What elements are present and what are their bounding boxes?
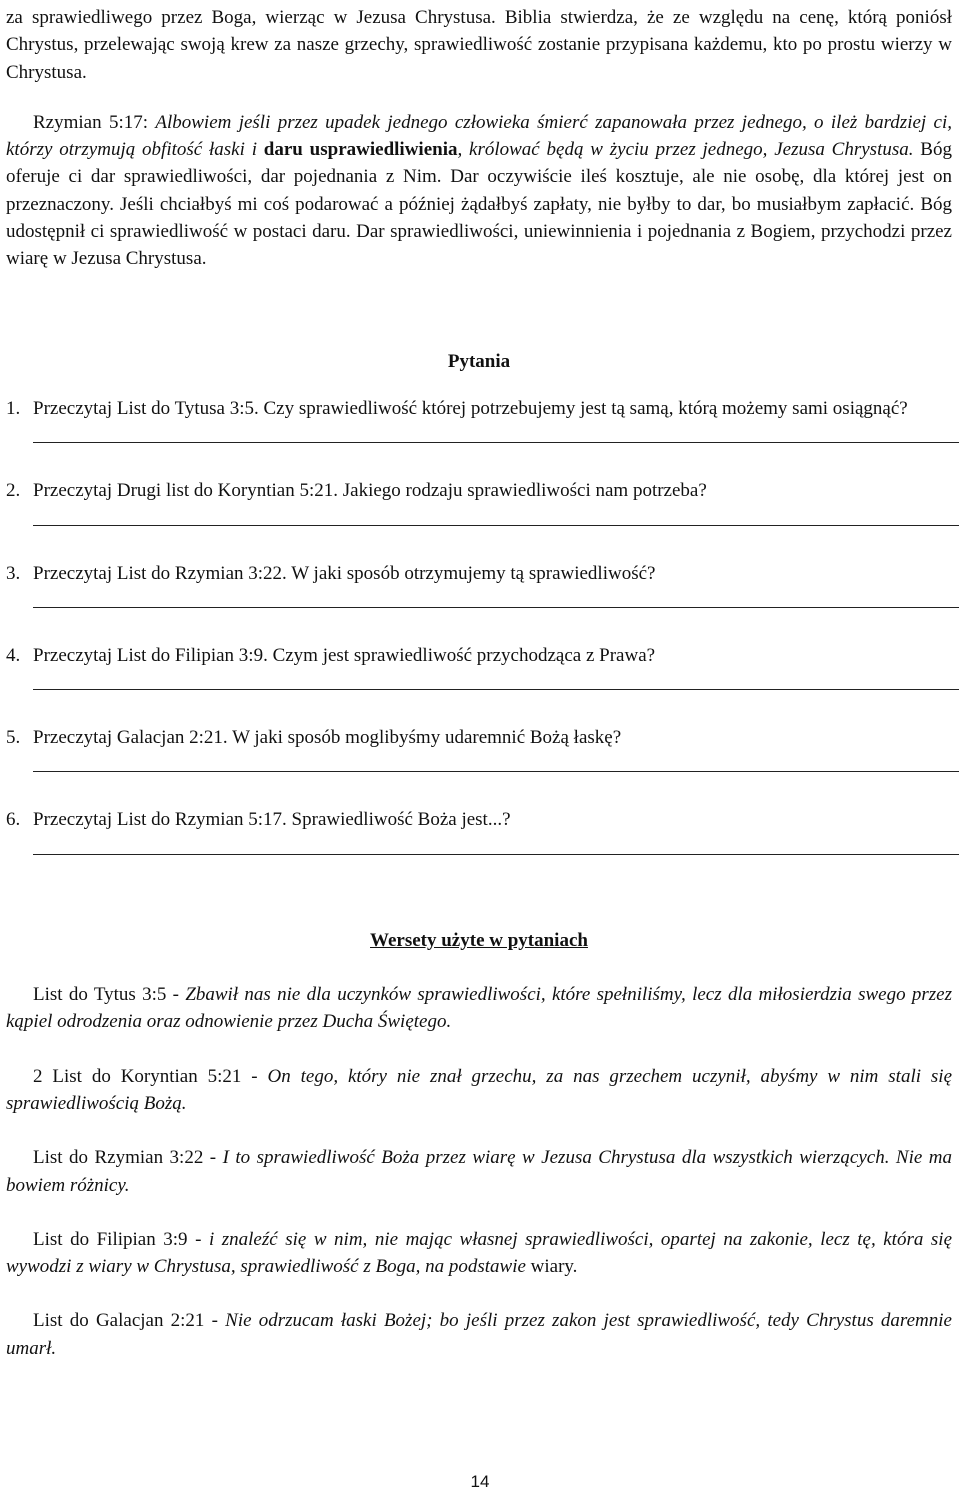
romans-quote-a: Albowiem jeśli przez upadek jednego człowieka śmierć zapanowała przez jednego, o ileż bardziej ci, którzy otrzymują obfitość łaski i — [6, 111, 953, 161]
verse-quote: I to sprawiedliwość Boża przez wiarę w Jezusa Chrystusa dla wszystkich wierzących. Nie ma bowiem różnicy. — [6, 1147, 952, 1196]
question-4 — [6, 642, 952, 690]
page-number: 14 — [470, 1472, 490, 1491]
verse-koryntian — [6, 1063, 952, 1118]
answer-line[interactable] — [33, 441, 959, 443]
question-number: 2. — [6, 480, 21, 502]
questions-list — [6, 395, 952, 855]
question-number: 3. — [6, 562, 21, 584]
verse-quote: Nie odrzucam łaski Bożej; bo jeśli przez zakon jest sprawiedliwość, tedy Chrystus daremnie umarł. — [6, 1310, 952, 1359]
question-text: Przeczytaj Drugi list do Koryntian 5:21. Jakiego rodzaju sprawiedliwości nam potrzeba? — [33, 480, 707, 502]
questions-heading: Pytania — [447, 350, 511, 372]
verse-filipian — [6, 1226, 952, 1281]
question-text: Przeczytaj List do Rzymian 5:17. Sprawiedliwość Boża jest...? — [33, 809, 511, 831]
answer-line[interactable] — [33, 606, 959, 608]
question-5 — [6, 724, 952, 772]
romans-rest: Bóg oferuje ci dar sprawiedliwości, dar pojednania z Nim. Dar oczywiście ileś kosztuje, ale nie osobę, dla której jest on przeznaczony. Jeśli chciałbyś mi coś podarować a później żądałbyś zapłaty, nie byłby to dar, bo musiałbym zapłacić. Bóg udostępnił ci sprawiedliwość w postaci daru. Dar sprawiedliwości, uniewinnienia i pojednania z Bogiem, przychodzi przez wiarę w Jezusa Chrystusa. — [6, 139, 952, 270]
question-text: Przeczytaj List do Filipian 3:9. Czym jest sprawiedliwość przychodząca z Prawa? — [33, 644, 656, 666]
answer-line[interactable] — [33, 688, 959, 690]
romans-quote-b: , królować będą w życiu przez jednego, Jezusa Chrystusa. — [457, 139, 914, 161]
answer-line[interactable] — [33, 524, 959, 526]
answer-line[interactable] — [33, 853, 959, 855]
romans-bold: daru usprawiedliwienia — [263, 139, 458, 161]
question-6 — [6, 806, 952, 854]
question-1 — [6, 395, 952, 443]
question-text: Przeczytaj List do Tytusa 3:5. Czy sprawiedliwość której potrzebujemy jest tą samą, którą możemy sami osiągnąć? — [33, 397, 908, 419]
verse-ref: List do Galacjan 2:21 - — [33, 1310, 226, 1332]
verse-ref: List do Rzymian 3:22 - — [33, 1147, 223, 1169]
question-text: Przeczytaj List do Rzymian 3:22. W jaki sposób otrzymujemy tą sprawiedliwość? — [33, 562, 656, 584]
question-2 — [6, 477, 952, 525]
question-number: 4. — [6, 644, 21, 666]
intro-paragraph: za sprawiedliwego przez Boga, wierząc w Jezusa Chrystusa. Biblia stwierdza, że ze względu na cenę, którą poniósł Chrystus, przelewając swoją krew za nasze grzechy, sprawiedliwość zostanie przypisana każdemu, kto po prostu wierzy w Chrystusa. — [6, 7, 952, 83]
question-number: 5. — [6, 727, 21, 749]
verse-rzymian — [6, 1144, 952, 1199]
question-3 — [6, 560, 952, 608]
verse-tail: wiary. — [525, 1256, 578, 1278]
romans-paragraph — [6, 109, 952, 273]
answer-line[interactable] — [33, 770, 959, 772]
verses-heading: Wersety użyte w pytaniach — [370, 929, 588, 951]
question-number: 1. — [6, 397, 21, 419]
question-text: Przeczytaj Galacjan 2:21. W jaki sposób moglibyśmy udaremnić Bożą łaskę? — [33, 727, 622, 749]
verse-quote: Zbawił nas nie dla uczynków sprawiedliwości, które spełniliśmy, lecz dla miłosierdzia swego przez kąpiel odrodzenia oraz odnowienie przez Ducha Świętego. — [6, 984, 952, 1033]
verse-ref: 2 List do Koryntian 5:21 - — [33, 1065, 268, 1087]
verse-ref: List do Tytus 3:5 - — [33, 984, 186, 1006]
verse-tytus — [6, 981, 952, 1036]
verse-galacjan — [6, 1307, 952, 1362]
verse-ref: List do Filipian 3:9 - — [33, 1228, 209, 1250]
verse-quote: On tego, który nie znał grzechu, za nas grzechem uczynił, abyśmy w nim stali się sprawiedliwością Bożą. — [6, 1065, 953, 1114]
verse-quote: i znaleźć się w nim, nie mając własnej sprawiedliwości, opartej na zakonie, lecz tę, która się wywodzi z wiary w Chrystusa, sprawiedliwość z Boga, na podstawie — [6, 1228, 952, 1278]
romans-ref: Rzymian 5:17: — [33, 111, 156, 133]
question-number: 6. — [6, 809, 21, 831]
